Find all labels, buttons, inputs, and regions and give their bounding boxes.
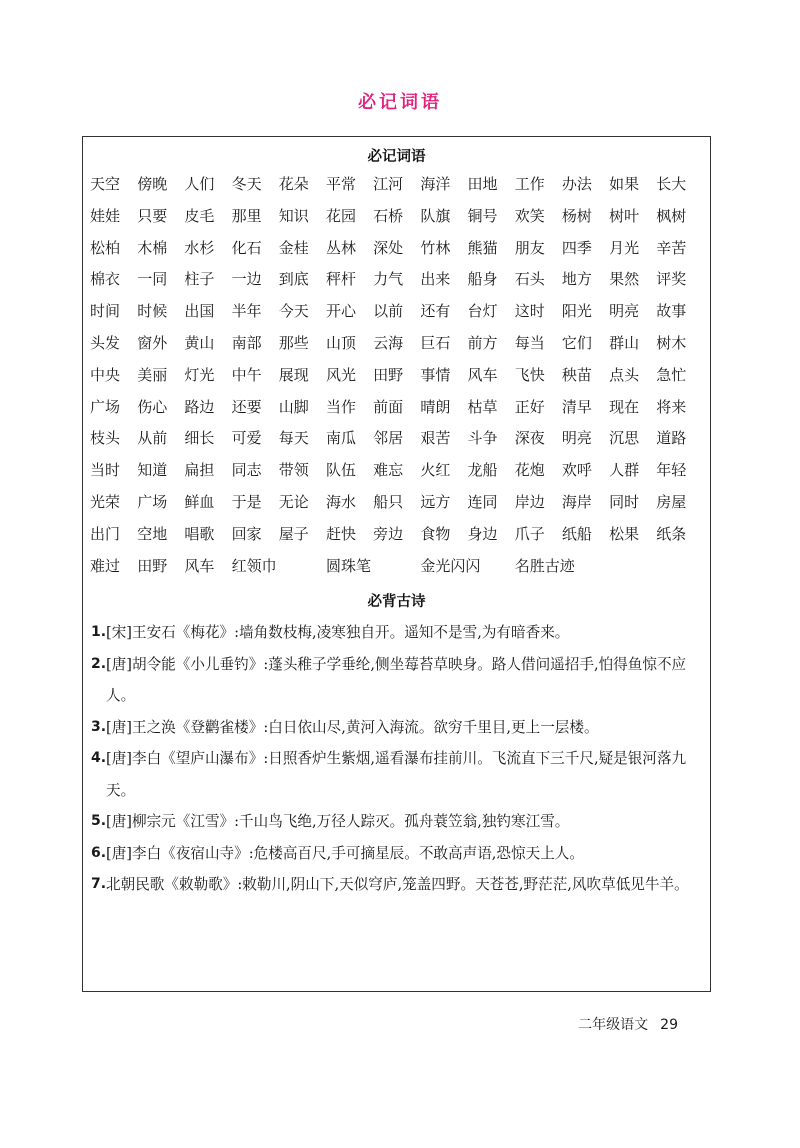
word-item: 田野	[373, 365, 404, 384]
word-item: 当时	[90, 461, 121, 480]
word-item: 竹林	[420, 238, 451, 257]
word-item: 出国	[184, 302, 215, 321]
word-item: 果然	[609, 270, 640, 289]
word-item: 朋友	[514, 238, 545, 257]
word-item: 欢呼	[561, 461, 592, 480]
word-item: 飞快	[514, 365, 545, 384]
word-item: 难忘	[373, 461, 404, 480]
word-item: 阳光	[561, 302, 592, 321]
word-item: 前方	[467, 333, 498, 352]
word-item: 广场	[90, 397, 121, 416]
word-item: 海洋	[420, 175, 451, 193]
word-item: 木棉	[137, 238, 168, 257]
word-item: 月光	[609, 238, 640, 257]
word-item: 知道	[137, 461, 168, 480]
word-item: 纸船	[561, 524, 592, 543]
poem-item	[91, 806, 703, 838]
word-item: 风光	[325, 365, 356, 384]
word-item: 松柏	[90, 238, 121, 257]
word-item: 江河	[373, 175, 404, 193]
page-title: 必记词语	[358, 92, 442, 113]
word-item: 四季	[561, 238, 592, 257]
word-item: 连同	[467, 492, 498, 511]
word-item: 故事	[656, 302, 687, 321]
word-item: 队旗	[420, 206, 451, 225]
word-item: 知识	[278, 206, 309, 225]
word-item: 中午	[231, 365, 262, 384]
word-item: 空地	[137, 524, 168, 543]
word-item: 地方	[561, 270, 592, 289]
word-item: 云海	[373, 333, 404, 352]
poem-item	[91, 838, 703, 870]
word-item: 广场	[137, 492, 168, 511]
footer-grade-subject: 二年级语文	[578, 1017, 649, 1033]
word-item: 斗争	[467, 429, 498, 448]
word-item: 现在	[609, 397, 640, 416]
word-item: 熊猫	[467, 238, 498, 257]
poem-number: 6.	[91, 844, 107, 861]
word-item: 出来	[420, 270, 451, 289]
word-item: 中央	[90, 365, 121, 384]
word-item: 回家	[231, 524, 262, 543]
word-item: 树木	[656, 333, 687, 352]
word-item: 爪子	[514, 524, 545, 543]
content-box	[82, 136, 711, 992]
poem-text: [唐]柳宗元《江雪》:千山鸟飞绝,万径人踪灭。孤舟蓑笠翁,独钓寒江雪。	[106, 813, 570, 830]
word-item: 半年	[231, 302, 262, 321]
word-item: 食物	[420, 524, 451, 543]
word-item: 还要	[231, 397, 262, 416]
word-item: 田野	[137, 556, 168, 575]
word-item: 邻居	[373, 429, 404, 448]
word-item: 台灯	[467, 302, 498, 321]
word-item	[562, 555, 609, 587]
word-item: 屋子	[278, 524, 309, 543]
word-item: 展现	[278, 365, 309, 384]
poem-text: [唐]李白《望庐山瀑布》:日照香炉生紫烟,遥看瀑布挂前川。飞流直下三千尺,疑是银河落九天。	[106, 750, 687, 799]
word-item: 黄山	[184, 333, 215, 352]
poem-number: 5.	[91, 813, 107, 829]
word-item: 海水	[325, 492, 356, 511]
poem-text: [唐]王之涣《登鹳雀楼》:白日依山尽,黄河入海流。欲穷千里目,更上一层楼。	[106, 718, 599, 736]
word-item: 枝头	[90, 429, 121, 448]
word-item: 沉思	[609, 429, 640, 448]
word-item: 还有	[420, 302, 451, 321]
word-item: 花炮	[514, 461, 545, 480]
poem-number: 7.	[91, 876, 107, 892]
page-number: 29	[660, 1017, 678, 1033]
word-item: 秤杆	[325, 270, 356, 289]
word-item: 美丽	[137, 365, 168, 384]
word-item: 伤心	[137, 397, 168, 416]
poem-number: 1.	[91, 624, 107, 640]
word-item: 每天	[278, 429, 309, 448]
word-item: 铜号	[467, 206, 498, 225]
word-item: 队伍	[325, 461, 356, 480]
word-item: 石头	[514, 270, 545, 289]
word-item: 难过	[90, 556, 121, 575]
poems-section-heading: 必背古诗	[367, 594, 426, 610]
word-item: 山顶	[325, 333, 356, 352]
word-item: 扁担	[184, 461, 215, 480]
word-item: 水杉	[184, 238, 215, 257]
word-item: 人们	[184, 175, 215, 193]
word-item: 路边	[184, 397, 215, 416]
word-item: 柱子	[184, 270, 215, 289]
word-item: 晴朗	[420, 397, 451, 416]
word-item: 娃娃	[90, 206, 121, 225]
word-item: 那里	[231, 206, 262, 225]
word-item: 远方	[420, 492, 451, 511]
word-item: 力气	[373, 270, 404, 289]
word-item: 山脚	[278, 397, 309, 416]
poem-text: 北朝民歌《敕勒歌》:敕勒川,阴山下,天似穹庐,笼盖四野。天苍苍,野茫茫,风吹草低见牛羊。	[106, 876, 689, 893]
word-item: 从前	[137, 429, 168, 448]
word-item: 道路	[656, 429, 687, 448]
word-item: 化石	[231, 238, 262, 257]
word-item: 光荣	[90, 492, 121, 511]
poem-number: 2.	[91, 655, 107, 672]
word-item: 圆珠笔	[325, 556, 371, 575]
word-item: 带领	[278, 461, 309, 480]
word-item: 唱歌	[184, 524, 215, 543]
word-item: 金光闪闪	[420, 556, 481, 575]
word-item	[279, 555, 326, 587]
word-item: 于是	[231, 492, 262, 511]
word-item: 天空	[90, 175, 121, 193]
word-item: 前面	[373, 397, 404, 416]
word-item: 南部	[231, 333, 262, 352]
word-item: 红领巾	[231, 556, 277, 575]
word-item: 鲜血	[184, 492, 215, 511]
word-item: 秧苗	[561, 365, 592, 384]
word-item: 灯光	[184, 365, 215, 384]
word-item: 时间	[90, 302, 121, 321]
word-item	[373, 555, 420, 587]
word-item: 评奖	[656, 270, 687, 289]
word-item	[609, 555, 656, 587]
word-item: 将来	[656, 397, 687, 416]
poem-item	[91, 617, 703, 649]
word-item: 深处	[373, 238, 404, 257]
word-item: 纸条	[656, 524, 687, 543]
word-item: 花朵	[278, 175, 309, 193]
word-item: 窗外	[137, 333, 168, 352]
word-item: 丛林	[325, 238, 356, 257]
word-item: 风车	[184, 556, 215, 575]
word-item: 岸边	[514, 492, 545, 511]
word-item: 人群	[609, 461, 640, 480]
word-item: 同志	[231, 461, 262, 480]
word-item: 欢笑	[514, 206, 545, 225]
word-item: 它们	[561, 333, 592, 352]
word-item: 出门	[90, 524, 121, 543]
words-section-heading: 必记词语	[367, 149, 426, 165]
word-item	[468, 555, 515, 587]
word-item: 如果	[609, 175, 640, 193]
word-item: 明亮	[561, 429, 592, 448]
poem-text: [宋]王安石《梅花》:墙角数枝梅,凌寒独自开。遥知不是雪,为有暗香来。	[106, 624, 570, 641]
word-item: 杨树	[561, 206, 592, 225]
poem-item	[91, 712, 703, 744]
word-item: 明亮	[609, 302, 640, 321]
poem-item	[91, 649, 703, 712]
word-item: 石桥	[373, 206, 404, 225]
word-item: 当作	[325, 397, 356, 416]
word-item: 深夜	[514, 429, 545, 448]
word-item: 南瓜	[325, 429, 356, 448]
word-grid	[90, 173, 710, 586]
word-item	[656, 555, 703, 587]
poem-item	[91, 743, 703, 806]
word-item: 时候	[137, 302, 168, 321]
word-item: 金桂	[278, 238, 309, 257]
word-item: 无论	[278, 492, 309, 511]
word-item: 巨石	[420, 333, 451, 352]
word-item: 风车	[467, 365, 498, 384]
word-item: 田地	[467, 175, 498, 193]
word-item: 旁边	[373, 524, 404, 543]
word-item: 事情	[420, 365, 451, 384]
word-item: 身边	[467, 524, 498, 543]
word-item: 急忙	[656, 365, 687, 384]
word-item: 长大	[656, 175, 687, 193]
word-item: 皮毛	[184, 206, 215, 225]
word-item: 船只	[373, 492, 404, 511]
word-item: 艰苦	[420, 429, 451, 448]
word-item: 工作	[514, 175, 545, 193]
word-item: 点头	[609, 365, 640, 384]
word-item: 年轻	[656, 461, 687, 480]
word-item: 棉衣	[90, 270, 121, 289]
word-item: 只要	[137, 206, 168, 225]
word-item: 松果	[609, 524, 640, 543]
word-item: 正好	[514, 397, 545, 416]
word-item: 冬天	[231, 175, 262, 193]
poem-text: [唐]胡令能《小儿垂钓》:蓬头稚子学垂纶,侧坐莓苔草映身。路人借问遥招手,怕得鱼惊不应人。	[106, 655, 687, 704]
word-item: 可爱	[231, 429, 262, 448]
word-item: 辛苦	[656, 238, 687, 257]
word-item: 龙船	[467, 461, 498, 480]
word-item: 今天	[278, 302, 309, 321]
word-item: 每当	[514, 333, 545, 352]
word-item: 同时	[609, 492, 640, 511]
word-item: 傍晚	[137, 175, 168, 193]
word-item: 群山	[609, 333, 640, 352]
poem-list	[91, 617, 703, 901]
word-item: 船身	[467, 270, 498, 289]
word-item: 到底	[278, 270, 309, 289]
word-item: 花园	[325, 206, 356, 225]
word-item: 开心	[325, 302, 356, 321]
word-item: 枯草	[467, 397, 498, 416]
word-item: 一同	[137, 270, 168, 289]
poem-number: 4.	[91, 750, 107, 766]
word-item: 平常	[325, 175, 356, 193]
word-item: 头发	[90, 333, 121, 352]
word-item: 树叶	[609, 206, 640, 225]
word-item: 细长	[184, 429, 215, 448]
word-item: 办法	[561, 175, 592, 193]
word-item: 以前	[373, 302, 404, 321]
word-item: 枫树	[656, 206, 687, 225]
page-footer	[578, 1014, 678, 1034]
word-item: 这时	[514, 302, 545, 321]
word-item: 赶快	[325, 524, 356, 543]
word-item: 名胜古迹	[514, 556, 575, 575]
poem-text: [唐]李白《夜宿山寺》:危楼高百尺,手可摘星辰。不敢高声语,恐惊天上人。	[106, 844, 584, 862]
word-item: 一边	[231, 270, 262, 289]
poem-item	[91, 869, 703, 901]
word-item: 火红	[420, 461, 451, 480]
word-item: 房屋	[656, 492, 687, 511]
word-item: 那些	[278, 333, 309, 352]
word-item: 清早	[561, 397, 592, 416]
poem-number: 3.	[91, 718, 107, 735]
word-item: 海岸	[561, 492, 592, 511]
